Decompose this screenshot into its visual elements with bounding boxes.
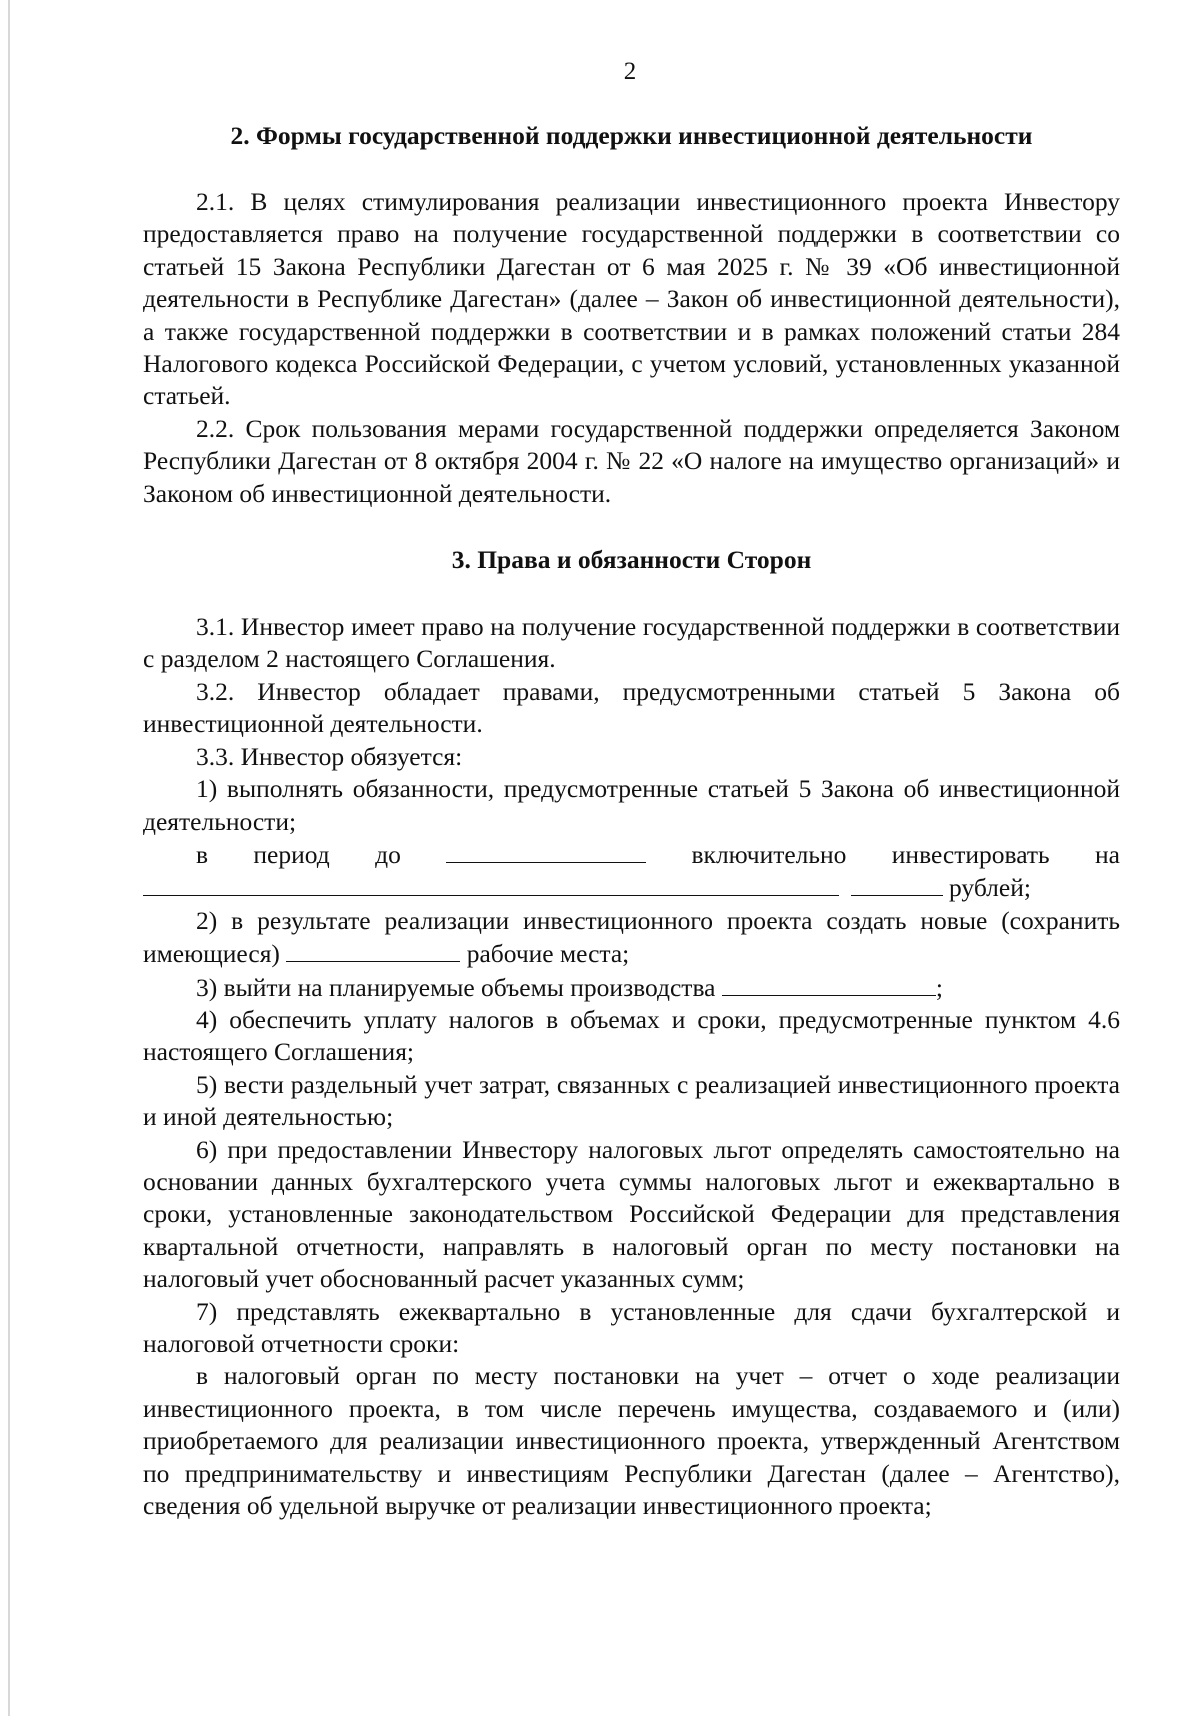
obligation-item-6: 6) при предоставлении Инвестору налоговых льгот определять самостоятельно на основании данных бухгалтерского учета суммы налоговых льгот и ежеквартально в сроки, установленные законодательством Российской Федерации для представления квартальной отчетности, направлять в налоговый орган по месту постановки на налоговый учет обоснованный расчет указанных сумм;	[143, 1134, 1120, 1294]
jobs-count-blank	[286, 937, 460, 962]
document-body	[143, 120, 1120, 1522]
production-volume-blank	[722, 971, 936, 996]
obligation-item-7: 7) представлять ежеквартально в установленные для сдачи бухгалтерской и налоговой отчетности сроки:	[143, 1296, 1120, 1358]
section-3-heading: 3. Права и обязанности Сторон	[451, 545, 812, 575]
invest-word: период	[253, 839, 330, 869]
paragraph-3-2: 3.2. Инвестор обладает правами, предусмотренными статьей 5 Закона об инвестиционной деятельности.	[143, 676, 1120, 739]
item-3-tail: ;	[935, 972, 943, 1002]
obligation-item-3	[143, 971, 1120, 1004]
obligation-item-7-sub-1: в налоговый орган по месту постановки на учет – отчет о ходе реализации инвестиционного проекта, в том числе перечень имущества, создаваемого и (или) приобретаемого для реализации инвестиционного проекта, утвержденный Агентством по предпринимательству и инвестициям Республики Дагестан (далее – Агентство), сведения об удельной выручке от реализации инвестиционного проекта;	[143, 1361, 1120, 1521]
obligation-item-1: 1) выполнять обязанности, предусмотренные статьей 5 Закона об инвестиционной деятельности;	[143, 774, 1120, 836]
invest-word: инвестировать	[891, 839, 1050, 869]
amount-words-blank	[143, 871, 839, 896]
page-number: 2	[623, 58, 637, 85]
amount-number-blank	[851, 871, 943, 896]
scan-edge	[8, 0, 10, 1716]
date-blank	[446, 838, 646, 863]
invest-amount-line	[143, 871, 1120, 904]
section-2-heading: 2. Формы государственной поддержки инвестиционной деятельности	[230, 121, 1033, 150]
invest-word: включительно	[691, 839, 847, 869]
obligation-item-4: 4) обеспечить уплату налогов в объемах и сроки, предусмотренные пунктом 4.6 настоящего Соглашения;	[143, 1004, 1120, 1067]
invest-period-line	[143, 838, 1120, 871]
paragraph-2-2: 2.2. Срок пользования мерами государственной поддержки определяется Законом Республики Дагестан от 8 октября 2004 г. № 22 «О налоге на имущество организаций» и Законом об инвестиционной деятельности.	[143, 413, 1120, 508]
paragraph-3-1: 3.1. Инвестор имеет право на получение государственной поддержки в соответствии с разделом 2 настоящего Соглашения.	[143, 612, 1120, 674]
rubles-label: рублей;	[949, 873, 1031, 903]
invest-word: в	[196, 839, 209, 869]
item-2-text: 2) в результате реализации инвестиционного проекта создать новые (сохранить имеющиеся)	[143, 905, 1120, 969]
paragraph-2-1: 2.1. В целях стимулирования реализации инвестиционного проекта Инвестору предоставляется право на получение государственной поддержки в соответствии со статьей 15 Закона Республики Дагестан от 6 мая 2025 г. № 39 «Об инвестиционной деятельности в Республике Дагестан» (далее – Закон об инвестиционной деятельности), а также государственной поддержки в соответствии и в рамках положений статьи 284 Налогового кодекса Российской Федерации, с учетом условий, установленных указанной статьей.	[143, 187, 1120, 411]
item-3-text: 3) выйти на планируемые объемы производства	[196, 972, 716, 1002]
item-2-tail: рабочие места;	[466, 939, 630, 969]
invest-word: до	[375, 839, 401, 869]
obligation-item-5: 5) вести раздельный учет затрат, связанных с реализацией инвестиционного проекта и иной деятельностью;	[143, 1069, 1120, 1132]
paragraph-3-3: 3.3. Инвестор обязуется:	[196, 741, 463, 771]
invest-word: на	[1095, 839, 1120, 869]
obligation-item-2	[143, 905, 1120, 971]
